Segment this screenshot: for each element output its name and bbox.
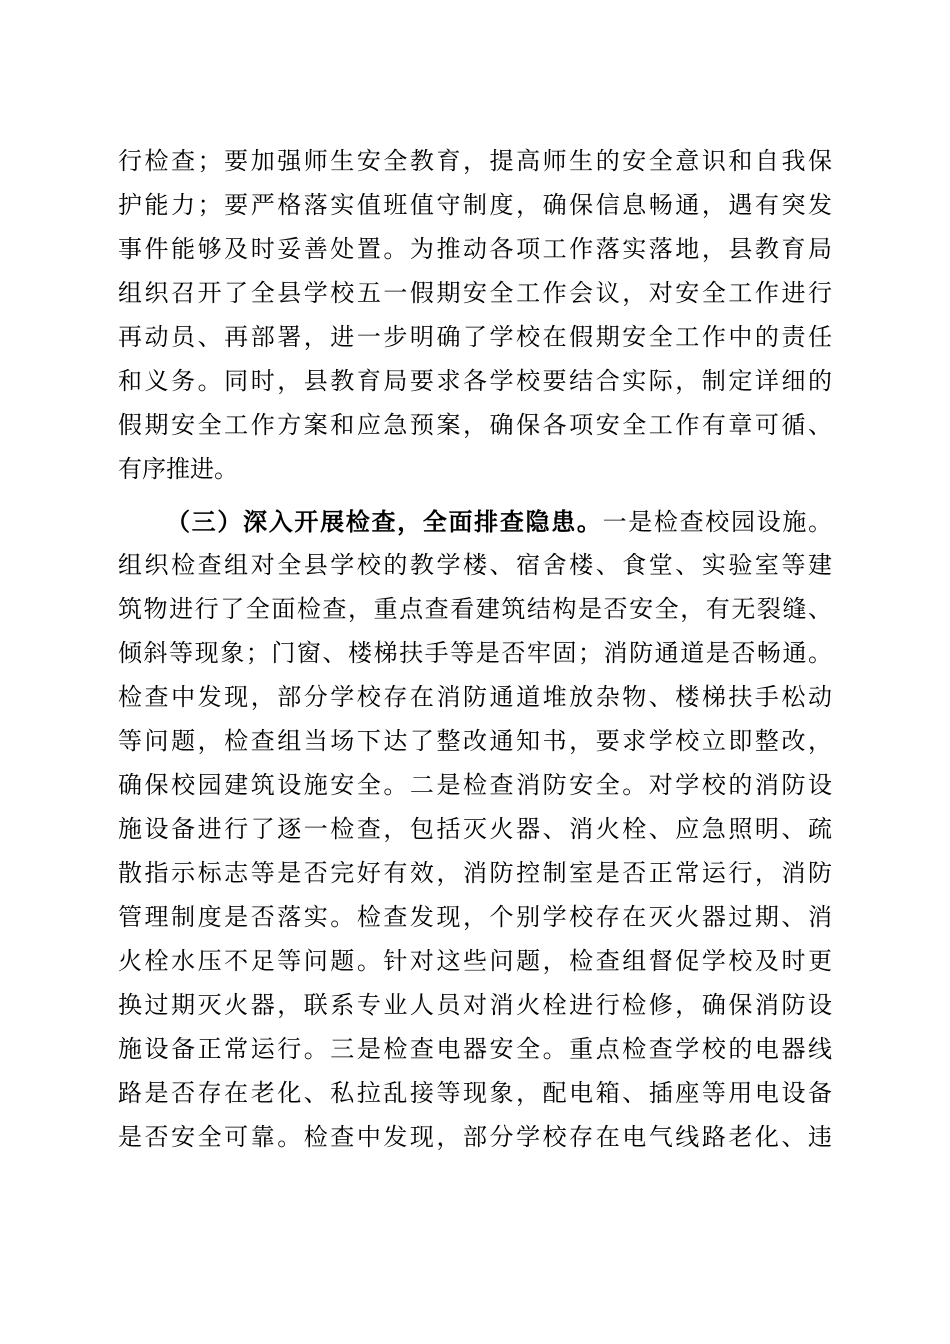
- body-text-line: 路是否存在老化、私拉乱接等现象，配电箱、插座等用电设备: [118, 1079, 832, 1107]
- body-text-line: 组织检查组对全县学校的教学楼、宿舍楼、食堂、实验室等建: [118, 551, 832, 579]
- body-text-line: 假期安全工作方案和应急预案，确保各项安全工作有章可循、: [118, 411, 832, 439]
- body-text-line: 筑物进行了全面检查，重点查看建筑结构是否安全，有无裂缝、: [118, 595, 832, 623]
- body-text-line: 散指示标志等是否完好有效，消防控制室是否正常运行，消防: [118, 859, 832, 887]
- body-text-line: 事件能够及时妥善处置。为推动各项工作落实落地，县教育局: [118, 235, 832, 263]
- body-text-line: 换过期灭火器，联系专业人员对消火栓进行检修，确保消防设: [118, 991, 832, 1019]
- body-text-line: 组织召开了全县学校五一假期安全工作会议，对安全工作进行: [118, 279, 832, 307]
- body-text-line: 检查中发现，部分学校存在消防通道堆放杂物、楼梯扶手松动: [118, 683, 832, 711]
- body-text-line: 施设备正常运行。三是检查电器安全。重点检查学校的电器线: [118, 1035, 832, 1063]
- body-text-line: 火栓水压不足等问题。针对这些问题，检查组督促学校及时更: [118, 947, 832, 975]
- body-text-line: 再动员、再部署，进一步明确了学校在假期安全工作中的责任: [118, 323, 832, 351]
- body-text-line: 施设备进行了逐一检查，包括灭火器、消火栓、应急照明、疏: [118, 815, 832, 843]
- body-text-line: 有序推进。: [118, 455, 238, 483]
- body-text-line: 确保校园建筑设施安全。二是检查消防安全。对学校的消防设: [118, 771, 832, 799]
- body-text-line: 和义务。同时，县教育局要求各学校要结合实际，制定详细的: [118, 367, 832, 395]
- body-text-line: 倾斜等现象；门窗、楼梯扶手等是否牢固；消防通道是否畅通。: [118, 639, 832, 667]
- body-text-line: 行检查；要加强师生安全教育，提高师生的安全意识和自我保: [118, 147, 832, 175]
- body-text-line: 护能力；要严格落实值班值守制度，确保信息畅通，遇有突发: [118, 191, 832, 219]
- section-heading-line: [166, 500, 832, 543]
- body-text-run: 一是检查校园设施。: [602, 508, 832, 536]
- body-text-line: 等问题，检查组当场下达了整改通知书，要求学校立即整改，: [118, 727, 832, 755]
- body-text-line: 管理制度是否落实。检查发现，个别学校存在灭火器过期、消: [118, 903, 832, 931]
- section-heading: （三）深入开展检查，全面排查隐患。: [166, 507, 603, 536]
- body-text-line: 是否安全可靠。检查中发现，部分学校存在电气线路老化、违: [118, 1123, 832, 1151]
